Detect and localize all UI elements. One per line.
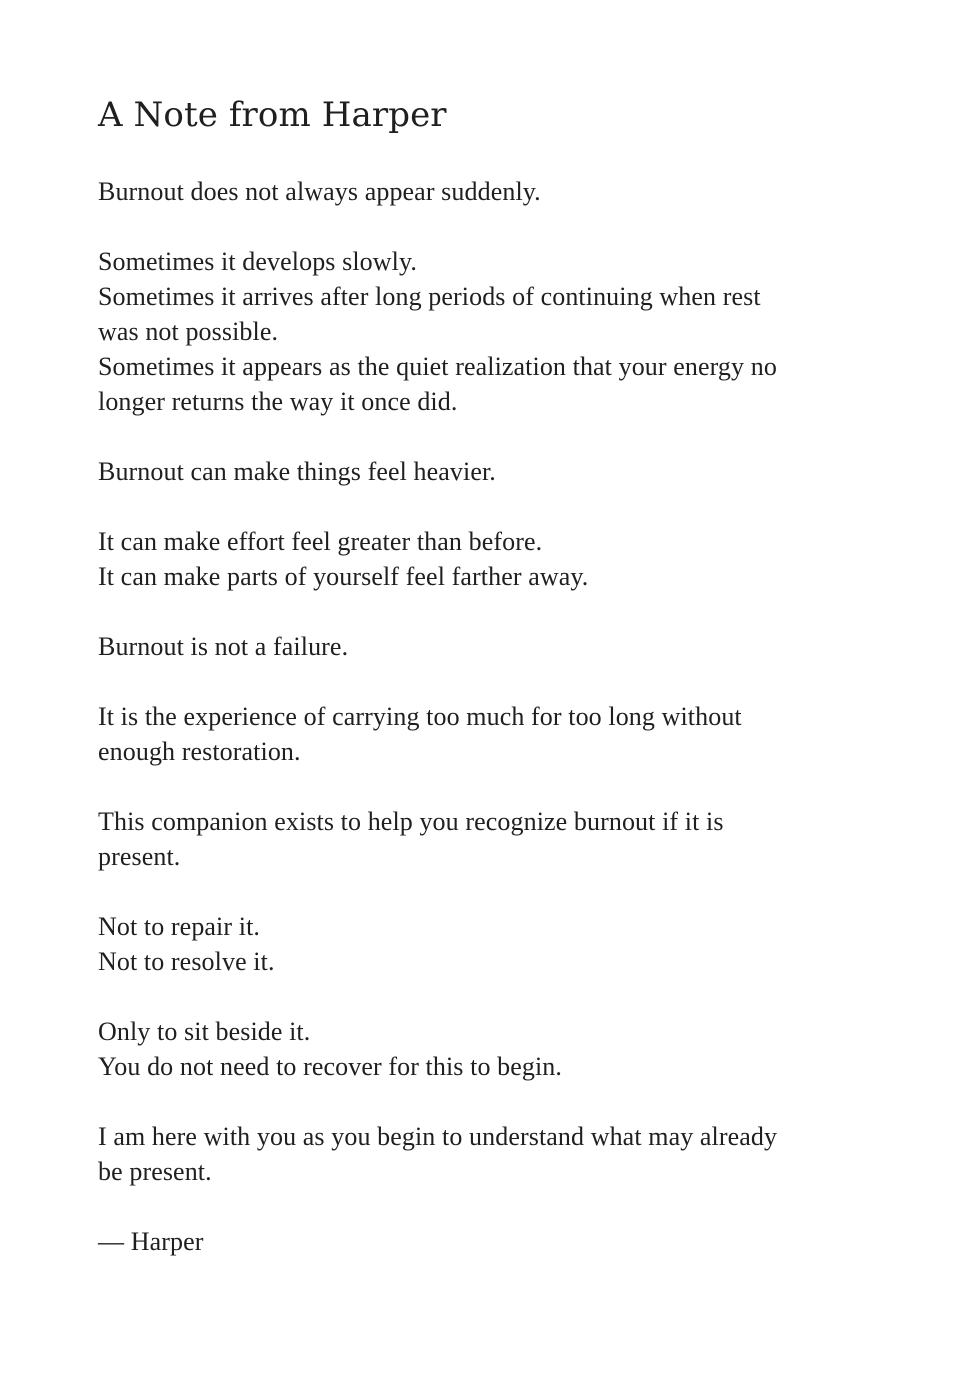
signature-line: — Harper <box>98 1227 204 1256</box>
paragraph <box>98 629 898 664</box>
text-line: was not possible. <box>98 317 279 346</box>
page-title: A Note from Harper <box>98 95 447 135</box>
paragraph <box>98 804 898 874</box>
paragraph <box>98 174 898 209</box>
text-line: You do not need to recover for this to begin. <box>98 1052 563 1081</box>
paragraph <box>98 699 898 769</box>
text-line: This companion exists to help you recognize burnout if it is <box>98 807 724 836</box>
paragraph <box>98 454 898 489</box>
text-line: It can make parts of yourself feel farther away. <box>98 562 589 591</box>
text-line: Sometimes it develops slowly. <box>98 247 417 276</box>
text-line: I am here with you as you begin to understand what may already <box>98 1122 778 1151</box>
paragraph <box>98 244 898 419</box>
paragraph <box>98 524 898 594</box>
signature <box>98 1224 898 1259</box>
text-line: Sometimes it arrives after long periods of continuing when rest <box>98 282 761 311</box>
paragraph <box>98 1014 898 1084</box>
text-line: Burnout does not always appear suddenly. <box>98 177 541 206</box>
paragraph <box>98 909 898 979</box>
text-line: Burnout is not a failure. <box>98 632 349 661</box>
text-line: Not to resolve it. <box>98 947 275 976</box>
text-line: present. <box>98 842 181 871</box>
text-line: Only to sit beside it. <box>98 1017 311 1046</box>
text-line: It can make effort feel greater than before. <box>98 527 543 556</box>
text-line: It is the experience of carrying too much for too long without <box>98 702 742 731</box>
text-line: Not to repair it. <box>98 912 260 941</box>
note-body <box>98 174 898 1294</box>
text-line: Burnout can make things feel heavier. <box>98 457 496 486</box>
text-line: longer returns the way it once did. <box>98 387 458 416</box>
text-line: enough restoration. <box>98 737 301 766</box>
text-line: Sometimes it appears as the quiet realization that your energy no <box>98 352 777 381</box>
text-line: be present. <box>98 1157 212 1186</box>
paragraph <box>98 1119 898 1189</box>
